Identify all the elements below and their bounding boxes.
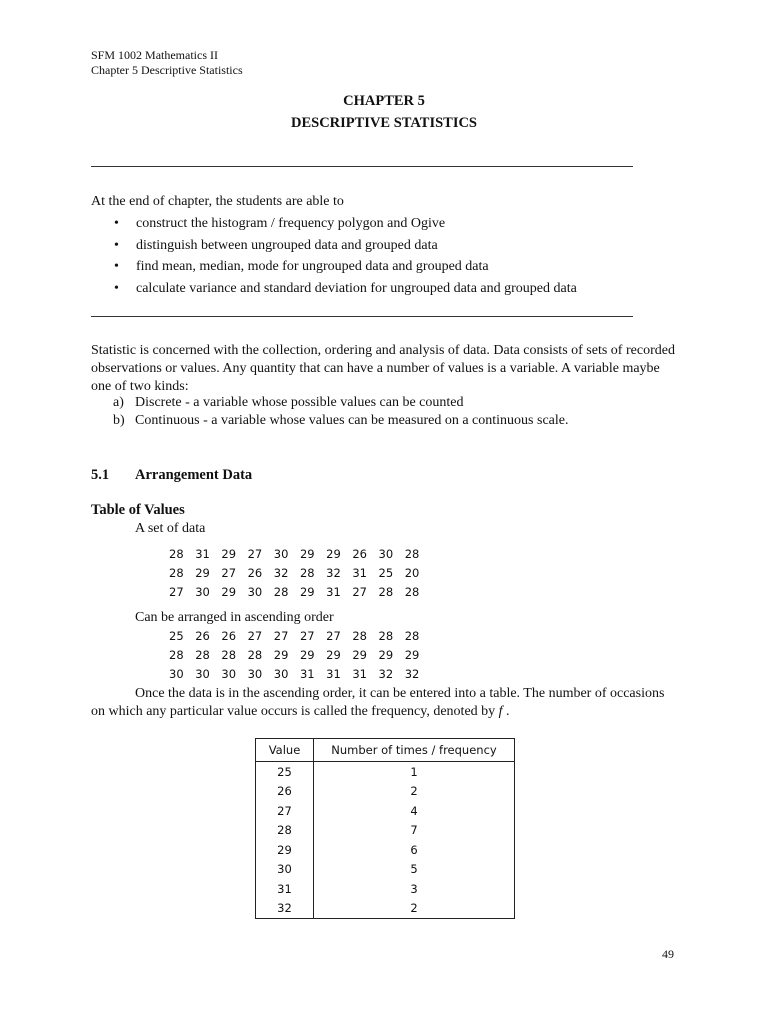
data-value: 31 — [352, 667, 367, 682]
data-value: 28 — [352, 629, 367, 643]
data-value: 32 — [273, 566, 289, 581]
data-value: 27 — [221, 566, 237, 581]
table-row — [256, 840, 515, 860]
page-number: 49 — [662, 947, 674, 961]
data-value: 30 — [273, 667, 289, 682]
divider-bottom — [91, 316, 633, 317]
data-value: 26 — [352, 547, 367, 561]
data-value: 28 — [195, 648, 210, 663]
table-row — [256, 879, 515, 899]
column-header-frequency: Number of times / frequency — [314, 739, 515, 762]
data-value: 30 — [195, 585, 210, 600]
kind-label: b) — [113, 413, 125, 428]
data-value: 32 — [378, 667, 394, 682]
data-value: 28 — [169, 547, 184, 561]
data-value: 32 — [404, 667, 420, 682]
data-value: 29 — [299, 547, 315, 561]
data-value: 28 — [404, 629, 420, 643]
data-value: 31 — [195, 547, 210, 561]
data-value: 28 — [221, 648, 237, 663]
data-value: 29 — [221, 547, 237, 561]
table-row — [256, 782, 515, 802]
data-value: 25 — [169, 629, 184, 643]
data-value: 28 — [378, 629, 394, 643]
data-value: 31 — [326, 585, 341, 600]
sorted-data-row — [169, 646, 431, 665]
header-course: SFM 1002 Mathematics II — [91, 48, 218, 62]
data-value: 30 — [195, 667, 210, 682]
data-value: 30 — [378, 547, 394, 561]
data-value: 28 — [299, 566, 315, 581]
data-value: 28 — [404, 585, 420, 600]
data-value: 27 — [247, 629, 263, 643]
data-value: 29 — [326, 648, 341, 663]
frequency-cell: 2 — [410, 901, 418, 916]
data-value: 29 — [326, 547, 341, 561]
table-row — [256, 860, 515, 880]
ascending-label: Can be arranged in ascending order — [135, 610, 334, 625]
kind-text: Discrete - a variable whose possible values can be counted — [135, 395, 464, 410]
frequency-cell: 7 — [410, 823, 418, 838]
data-value: 30 — [221, 667, 237, 682]
objective-item: • construct the histogram / frequency polygon and Ogive — [91, 213, 691, 235]
sorted-data-row — [169, 627, 431, 646]
table-row — [256, 801, 515, 821]
data-value: 31 — [299, 667, 315, 682]
data-value: 29 — [378, 648, 394, 663]
value-cell: 31 — [256, 879, 314, 899]
header-chapter: Chapter 5 Descriptive Statistics — [91, 63, 243, 77]
objective-item: • distinguish between ungrouped data and grouped data — [91, 235, 691, 257]
objectives-intro: At the end of chapter, the students are able to — [91, 194, 344, 209]
value-cell: 25 — [256, 762, 314, 782]
data-value: 30 — [247, 667, 263, 682]
value-cell: 30 — [256, 860, 314, 880]
data-value: 27 — [169, 585, 184, 600]
data-value: 27 — [299, 629, 315, 643]
data-value: 29 — [195, 566, 210, 581]
data-value: 26 — [195, 629, 210, 643]
objective-item: • calculate variance and standard deviation for ungrouped data and grouped data — [91, 278, 691, 300]
divider-top — [91, 166, 633, 167]
intro-paragraph: Statistic is concerned with the collection, ordering and analysis of data. Data consists of sets of recorded observations or values. Any quantity that can have a number of values is a variable. A variable maybe one of two kinds: — [91, 343, 675, 394]
data-value: 29 — [404, 648, 420, 663]
data-value: 31 — [352, 566, 367, 581]
value-cell: 26 — [256, 782, 314, 802]
frequency-table — [255, 738, 515, 919]
data-set-label: A set of data — [135, 521, 206, 536]
data-value: 28 — [247, 648, 263, 663]
objectives-list — [91, 213, 691, 300]
data-value: 32 — [326, 566, 341, 581]
data-value: 28 — [273, 585, 289, 600]
section-title: Arrangement Data — [135, 467, 253, 483]
data-value: 29 — [299, 585, 315, 600]
data-value: 25 — [378, 566, 394, 581]
data-value: 28 — [169, 648, 184, 663]
value-cell: 28 — [256, 821, 314, 841]
explanation-text: Once the data is in the ascending order, it can be entered into a table. The number of occasions on which any particular value occurs is called the frequency, denoted by — [91, 686, 665, 719]
data-value: 27 — [247, 547, 263, 561]
data-value: 28 — [169, 566, 184, 581]
raw-data-row — [169, 545, 431, 564]
data-value: 26 — [221, 629, 237, 643]
frequency-explanation — [91, 685, 681, 721]
data-value: 30 — [169, 667, 184, 682]
data-value: 28 — [404, 547, 420, 561]
sorted-data-row — [169, 665, 431, 684]
objective-item: • find mean, median, mode for ungrouped data and grouped data — [91, 256, 691, 278]
frequency-cell: 6 — [410, 842, 418, 857]
value-cell: 27 — [256, 801, 314, 821]
explanation-end: . — [502, 704, 510, 719]
table-row — [256, 821, 515, 841]
sorted-data-grid — [169, 627, 431, 685]
data-value: 30 — [273, 547, 289, 561]
frequency-cell: 4 — [410, 803, 418, 818]
table-of-values-heading: Table of Values — [91, 502, 185, 518]
table-row — [256, 899, 515, 919]
kind-text: Continuous - a variable whose values can be measured on a continuous scale. — [135, 413, 569, 428]
table-row — [256, 762, 515, 782]
value-cell: 32 — [256, 899, 314, 919]
variable-kinds — [113, 394, 713, 430]
data-value: 29 — [221, 585, 237, 600]
data-value: 29 — [273, 648, 289, 663]
column-header-value: Value — [256, 739, 314, 762]
raw-data-row — [169, 564, 431, 583]
chapter-title: DESCRIPTIVE STATISTICS — [290, 115, 477, 131]
table-header-row — [256, 739, 515, 762]
data-value: 29 — [352, 648, 367, 663]
frequency-cell: 3 — [410, 881, 418, 896]
data-value: 30 — [247, 585, 263, 600]
data-value: 26 — [247, 566, 263, 581]
data-value: 27 — [273, 629, 289, 643]
frequency-cell: 2 — [410, 784, 418, 799]
frequency-cell: 1 — [410, 764, 418, 779]
value-cell: 29 — [256, 840, 314, 860]
kind-item — [113, 412, 713, 430]
section-number: 5.1 — [91, 467, 110, 483]
data-value: 27 — [352, 585, 367, 600]
data-value: 20 — [404, 566, 420, 581]
kind-item — [113, 394, 713, 412]
kind-label: a) — [113, 395, 124, 410]
data-value: 31 — [326, 667, 341, 682]
data-value: 27 — [326, 629, 341, 643]
chapter-number: CHAPTER 5 — [343, 93, 425, 109]
frequency-symbol: f — [498, 704, 503, 719]
raw-data-grid — [169, 545, 431, 603]
data-value: 29 — [299, 648, 315, 663]
frequency-cell: 5 — [410, 862, 418, 877]
raw-data-row — [169, 583, 431, 602]
data-value: 28 — [378, 585, 394, 600]
